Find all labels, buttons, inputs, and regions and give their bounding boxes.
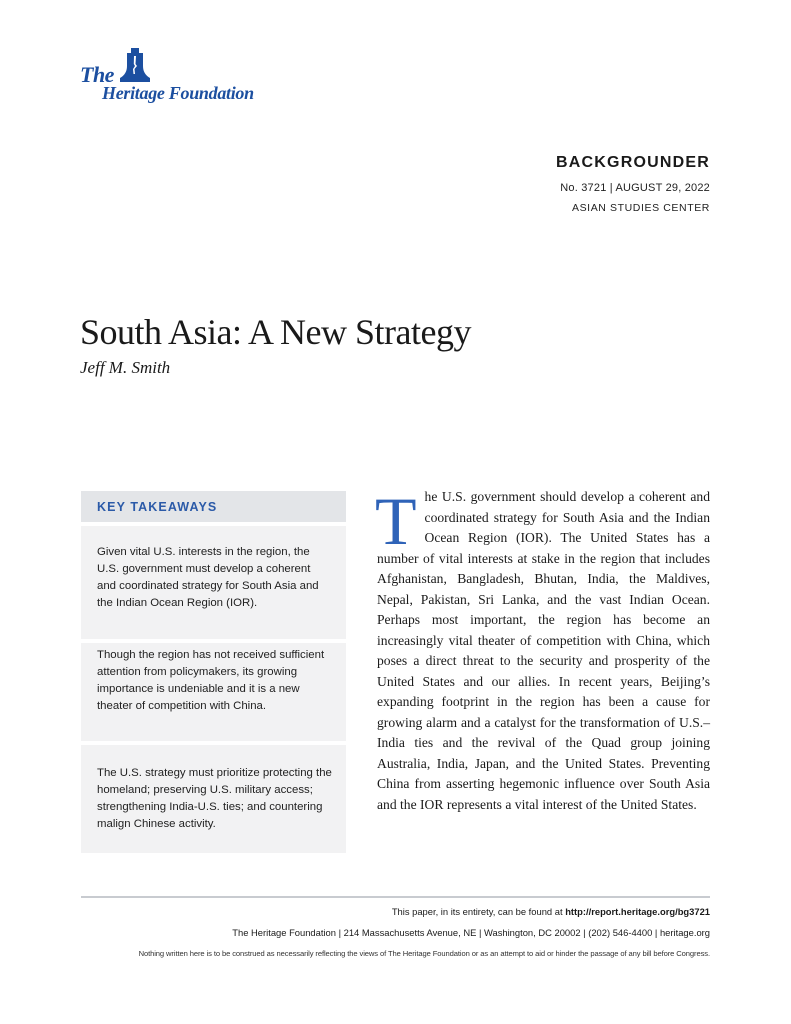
- body-column: [375, 483, 710, 815]
- takeaway-text-2: Though the region has not received sufficient attention from policymakers, its growing importance is undeniable and it is a new theater of competition with China.: [97, 649, 325, 712]
- footer-link-line: [392, 906, 710, 917]
- takeaway-text-1: Given vital U.S. interests in the region, the U.S. government must develop a coherent and coordinated strategy for South Asia and the Indian Ocean Region (IOR).: [97, 546, 319, 609]
- key-takeaways-heading: KEY TAKEAWAYS: [97, 500, 218, 514]
- page-title: South Asia: A New Strategy: [80, 312, 471, 352]
- takeaway-box-1: [81, 526, 346, 639]
- footer-divider: [81, 896, 710, 898]
- footer-address: The Heritage Foundation | 214 Massachusetts Avenue, NE | Washington, DC 20002 | (202) 546-4400 | heritage.org: [232, 927, 710, 938]
- series-label: BACKGROUNDER: [556, 154, 710, 171]
- key-takeaways-header: [81, 491, 346, 522]
- takeaway-text-3: The U.S. strategy must prioritize protecting the homeland; preserving U.S. military access; strengthening India-U.S. ties; and countering malign Chinese activity.: [97, 767, 332, 830]
- center-label: ASIAN STUDIES CENTER: [571, 202, 710, 214]
- report-meta: No. 3721 | AUGUST 29, 2022: [560, 182, 710, 194]
- takeaway-box-3: [81, 745, 346, 853]
- body-paragraph: he U.S. government should develop a coherent and coordinated strategy for South Asia and the Indian Ocean Region (IOR). The United States has a number of vital interests at stake in the region that includes Afghanistan, Bangladesh, Bhutan, India, the Maldives, Nepal, Pakistan, Sri Lanka, and the vast Indian Ocean. Perhaps most important, the region has become an increasingly vital theater of competition with China, which poses a direct threat to the security and prosperity of the United States and our allies. In recent years, Beijing’s expanding footprint in the region has been a cause for growing alarm and a catalyst for the transformation of U.S.–India ties and the revival of the Quad group joining Australia, India, Japan, and the United States. Preventing China from asserting hegemonic influence over South Asia and the IOR represents a vital interest of the United States.: [377, 489, 710, 812]
- drop-cap: T: [375, 483, 417, 559]
- logo-text-heritage-foundation: Heritage Foundation: [102, 83, 254, 103]
- footer-disclaimer: Nothing written here is to be construed as necessarily reflecting the views of The Heritage Foundation or as an attempt to aid or hinder the passage of any bill before Congress.: [138, 949, 710, 958]
- report-url-link[interactable]: http://report.heritage.org/bg3721: [565, 906, 710, 917]
- liberty-bell-logo-icon: [118, 48, 152, 84]
- takeaway-box-2: [81, 643, 346, 741]
- logo-text-the: The: [80, 62, 114, 87]
- author-name: Jeff M. Smith: [80, 358, 171, 377]
- footer-link-prefix: This paper, in its entirety, can be found at: [391, 906, 566, 917]
